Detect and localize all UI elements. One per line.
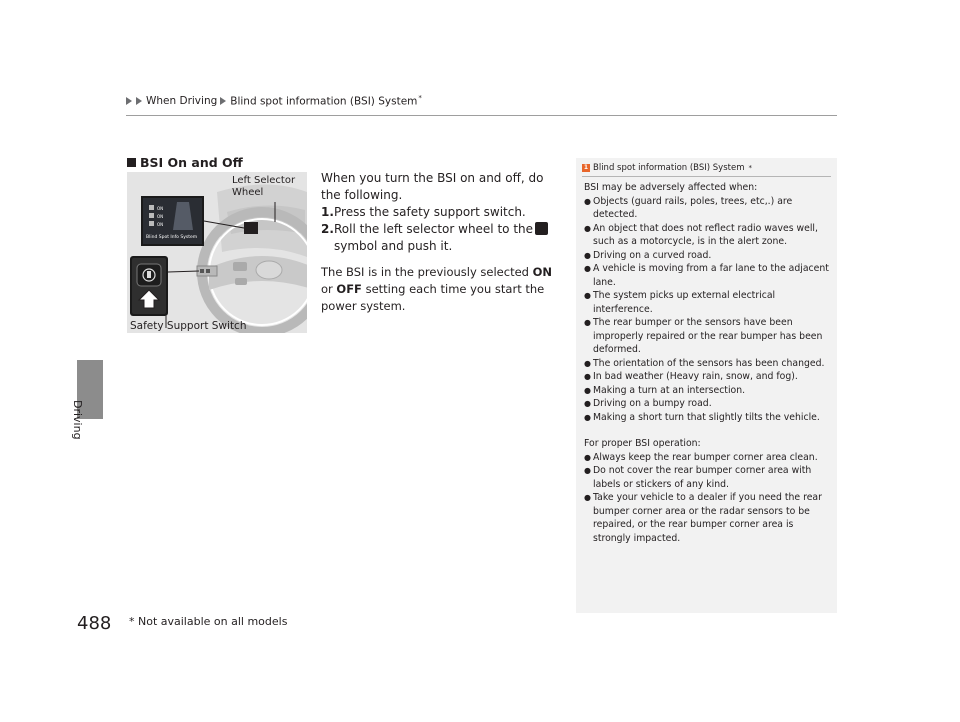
- list-item: ● Making a turn at an intersection.: [584, 384, 829, 398]
- panel-body: [584, 181, 829, 545]
- list-item: ● Driving on a bumpy road.: [584, 397, 829, 411]
- breadcrumb-arrow-icon: [136, 97, 142, 105]
- panel-rule: [582, 176, 831, 177]
- step-1: 1. Press the safety support switch.: [321, 205, 526, 219]
- operation-list: [584, 451, 829, 546]
- list-item: ● Making a short turn that slightly tilts the vehicle.: [584, 411, 829, 425]
- list-item: ● Do not cover the rear bumper corner area with labels or stickers of any kind.: [584, 464, 829, 491]
- list-item: ● The orientation of the sensors has been changed.: [584, 357, 829, 371]
- breadcrumb-arrow-icon: [220, 97, 226, 105]
- step-2: 2. Roll the left selector wheel to thesymbol and push it.: [321, 221, 561, 255]
- header-rule: [126, 115, 837, 116]
- svg-text:ON: ON: [157, 206, 164, 211]
- reference-icon: 1: [583, 164, 589, 171]
- square-bullet-icon: [127, 158, 136, 167]
- label-left-selector-wheel: Left Selector Wheel: [232, 175, 296, 198]
- section-tab-label: Driving: [71, 400, 84, 440]
- list-item: ● The rear bumper or the sensors have been improperly repaired or the rear bumper has been deformed.: [584, 316, 829, 357]
- bsi-symbol-icon: [535, 222, 548, 235]
- list-item: ● Always keep the rear bumper corner area clean.: [584, 451, 829, 465]
- breadcrumb: [126, 94, 422, 108]
- list-item: ● Take your vehicle to a dealer if you need the rear bumper corner area or the radar sensors to be repaired, or the rear bumper corner area is strongly impacted.: [584, 491, 829, 545]
- label-safety-support-switch: Safety Support Switch: [130, 320, 247, 332]
- dashboard-illustration: [127, 172, 307, 333]
- list-item: ● In bad weather (Heavy rain, snow, and fog).: [584, 370, 829, 384]
- svg-text:ON: ON: [157, 222, 164, 227]
- operation-intro: For proper BSI operation:: [584, 438, 701, 449]
- intro-text: When you turn the BSI on and off, do the following.: [321, 171, 544, 202]
- list-item: ● Objects (guard rails, poles, trees, etc,.) are detected.: [584, 195, 829, 222]
- list-item: ● A vehicle is moving from a far lane to the adjacent lane.: [584, 262, 829, 289]
- panel-header: 1 Blind spot information (BSI) System *: [583, 163, 752, 173]
- breadcrumb-item-when-driving[interactable]: When Driving: [146, 94, 218, 107]
- section-body: [321, 170, 561, 315]
- section-title: BSI On and Off: [127, 155, 243, 170]
- breadcrumb-item-bsi[interactable]: Blind spot information (BSI) System*: [230, 94, 422, 108]
- affected-list: [584, 195, 829, 425]
- asterisk-mark: *: [418, 94, 422, 102]
- panel-intro: BSI may be adversely affected when:: [584, 182, 758, 193]
- notes-panel: [576, 158, 837, 613]
- list-item: ● Driving on a curved road.: [584, 249, 829, 263]
- svg-text:Blind Spot Info System: Blind Spot Info System: [146, 235, 198, 240]
- list-item: ● An object that does not reflect radio waves well, such as a motorcycle, is in the alert zone.: [584, 222, 829, 249]
- breadcrumb-arrow-icon: [126, 97, 132, 105]
- footnote: * Not available on all models: [129, 615, 288, 628]
- svg-text:ON: ON: [157, 214, 164, 219]
- list-item: ● The system picks up external electrical interference.: [584, 289, 829, 316]
- note-text: The BSI is in the previously selected ON or OFF setting each time you start the power system.: [321, 265, 553, 313]
- page-number: 488: [77, 613, 112, 634]
